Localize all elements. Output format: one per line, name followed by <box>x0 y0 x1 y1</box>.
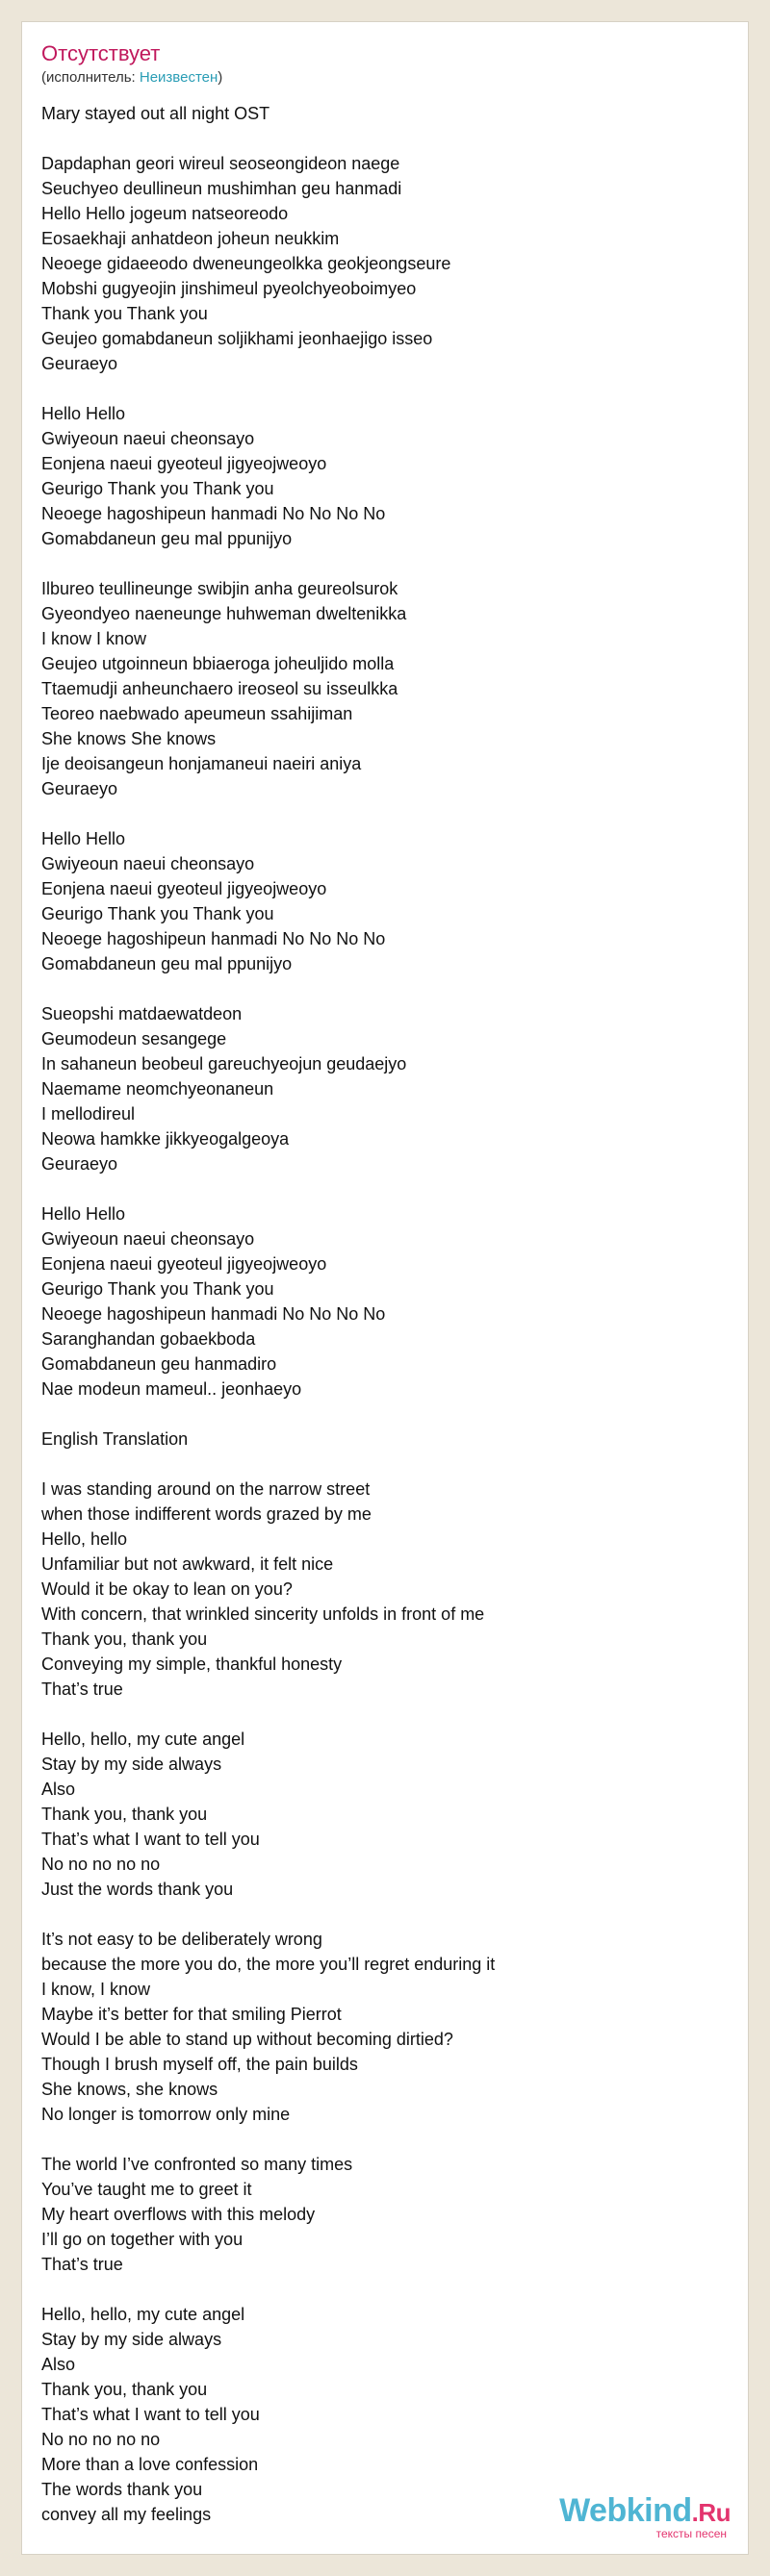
lyric-line: With concern, that wrinkled sincerity unfolds in front of me <box>41 1604 485 1624</box>
lyric-line: Thank you Thank you <box>41 304 208 323</box>
lyric-line: That’s what I want to tell you <box>41 1830 260 1849</box>
lyric-line: Nae modeun mameul.. jeonhaeyo <box>41 1379 302 1399</box>
watermark-brand: Webkind <box>559 2492 692 2529</box>
lyric-line: English Translation <box>41 1429 189 1449</box>
lyric-line: Geurigo Thank you Thank you <box>41 1279 274 1299</box>
stanza-break <box>41 551 731 576</box>
lyric-line: Geujeo utgoinneun bbiaeroga joheuljido molla <box>41 654 395 673</box>
lyric-line: Eonjena naeui gyeoteul jigyeojweoyo <box>41 454 327 473</box>
lyric-line: Thank you, thank you <box>41 2380 208 2399</box>
lyric-line: I was standing around on the narrow street <box>41 1479 371 1499</box>
stanza-break <box>41 1452 731 1477</box>
lyric-line: Mary stayed out all night OST <box>41 104 270 123</box>
lyric-line: Stay by my side always <box>41 2330 222 2349</box>
lyric-line: Thank you, thank you <box>41 1805 208 1824</box>
lyric-line: No no no no no <box>41 1855 161 1874</box>
stanza-break <box>41 376 731 401</box>
lyric-line: You’ve taught me to greet it <box>41 2180 252 2199</box>
lyric-line: Eonjena naeui gyeoteul jigyeojweoyo <box>41 1254 327 1274</box>
lyric-line: It’s not easy to be deliberately wrong <box>41 1930 322 1949</box>
lyric-line: That’s true <box>41 2255 123 2274</box>
lyric-line: Maybe it’s better for that smiling Pierrot <box>41 2005 342 2024</box>
stanza-break <box>41 2127 731 2152</box>
lyric-line: Gomabdaneun geu mal ppunijyo <box>41 529 293 548</box>
lyric-line: Stay by my side always <box>41 1755 222 1774</box>
lyric-line: Also <box>41 2355 76 2374</box>
lyric-line: Would it be okay to lean on you? <box>41 1579 293 1599</box>
lyric-line: Gyeondyeo naeneunge huhweman dweltenikka <box>41 604 407 623</box>
lyric-line: when those indifferent words grazed by me <box>41 1504 372 1524</box>
lyric-line: Geuraeyo <box>41 1154 118 1174</box>
lyric-line: Neowa hamkke jikkyeogalgeoya <box>41 1129 290 1149</box>
lyric-line: Hello Hello <box>41 404 126 423</box>
stanza-break <box>41 1402 731 1427</box>
stanza-break <box>41 126 731 151</box>
lyric-line: I know, I know <box>41 1980 151 1999</box>
lyric-line: No no no no no <box>41 2430 161 2449</box>
lyric-line: Gwiyeoun naeui cheonsayo <box>41 1229 255 1249</box>
lyric-line: Hello, hello, my cute angel <box>41 1730 245 1749</box>
lyric-line: Hello Hello <box>41 1204 126 1224</box>
lyric-line: Would I be able to stand up without becoming dirtied? <box>41 2030 453 2049</box>
lyric-line: Though I brush myself off, the pain builds <box>41 2055 358 2074</box>
lyric-line: Ttaemudji anheunchaero ireoseol su isseulkka <box>41 679 398 698</box>
watermark-logo <box>559 2493 731 2530</box>
lyric-line: Gomabdaneun geu hanmadiro <box>41 1354 277 1374</box>
lyric-line: Geujeo gomabdaneun soljikhami jeonhaejigo isseo <box>41 329 433 348</box>
lyric-line: Ilbureo teullineunge swibjin anha geureolsurok <box>41 579 398 598</box>
lyric-line: convey all my feelings <box>41 2505 212 2524</box>
lyric-line: Just the words thank you <box>41 1880 234 1899</box>
lyric-line: I know I know <box>41 629 147 648</box>
lyrics-body <box>41 101 731 2527</box>
lyric-line: Sueopshi matdaewatdeon <box>41 1004 243 1023</box>
lyric-line: Seuchyeo deullineun mushimhan geu hanmadi <box>41 179 402 198</box>
lyric-line: She knows, she knows <box>41 2080 218 2099</box>
lyric-line: Neoege hagoshipeun hanmadi No No No No <box>41 929 386 948</box>
lyric-line: Geuraeyo <box>41 354 118 373</box>
artist-suffix: ) <box>218 69 223 86</box>
watermark-tagline: тексты песен <box>655 2527 727 2540</box>
lyric-line: Teoreo naebwado apeumeun ssahijiman <box>41 704 353 723</box>
lyric-line: Hello, hello, my cute angel <box>41 2305 245 2324</box>
lyric-line: because the more you do, the more you’ll regret enduring it <box>41 1955 496 1974</box>
lyric-line: Hello, hello <box>41 1529 128 1549</box>
song-title: Отсутствует <box>41 41 161 65</box>
lyric-line: Ije deoisangeun honjamaneui naeiri aniya <box>41 754 362 773</box>
lyric-line: Dapdaphan geori wireul seoseongideon naege <box>41 154 400 173</box>
lyric-line: Hello Hello jogeum natseoreodo <box>41 204 289 223</box>
lyric-line: Gwiyeoun naeui cheonsayo <box>41 854 255 873</box>
lyric-line: Also <box>41 1780 76 1799</box>
lyric-line: Eonjena naeui gyeoteul jigyeojweoyo <box>41 879 327 898</box>
lyric-line: No longer is tomorrow only mine <box>41 2105 291 2124</box>
artist-line <box>41 69 222 87</box>
lyric-line: Neoege gidaeeodo dweneungeolkka geokjeongseure <box>41 254 451 273</box>
lyric-line: I mellodireul <box>41 1104 136 1124</box>
stanza-break <box>41 2277 731 2302</box>
lyric-line: Hello Hello <box>41 829 126 848</box>
stanza-break <box>41 1902 731 1927</box>
lyric-line: Saranghandan gobaekboda <box>41 1329 256 1349</box>
watermark-suffix: .Ru <box>691 2498 731 2527</box>
lyric-line: That’s true <box>41 1679 123 1699</box>
lyric-line: Geumodeun sesangege <box>41 1029 227 1048</box>
lyric-line: Mobshi gugyeojin jinshimeul pyeolchyeoboimyeo <box>41 279 417 298</box>
lyric-line: Conveying my simple, thankful honesty <box>41 1654 343 1674</box>
lyric-line: In sahaneun beobeul gareuchyeojun geudaejyo <box>41 1054 407 1073</box>
lyric-line: I’ll go on together with you <box>41 2230 244 2249</box>
lyric-line: My heart overflows with this melody <box>41 2205 316 2224</box>
artist-link[interactable]: Неизвестен <box>139 69 218 86</box>
lyric-line: Geurigo Thank you Thank you <box>41 479 274 498</box>
artist-prefix: (исполнитель: <box>41 69 140 86</box>
stanza-break <box>41 801 731 826</box>
lyric-line: Neoege hagoshipeun hanmadi No No No No <box>41 1304 386 1324</box>
stanza-break <box>41 1702 731 1727</box>
lyric-line: The words thank you <box>41 2480 203 2499</box>
stanza-break <box>41 1176 731 1201</box>
stanza-break <box>41 976 731 1001</box>
lyric-line: The world I’ve confronted so many times <box>41 2155 353 2174</box>
lyric-line: Eosaekhaji anhatdeon joheun neukkim <box>41 229 340 248</box>
site-watermark <box>559 2493 731 2540</box>
lyric-line: Gwiyeoun naeui cheonsayo <box>41 429 255 448</box>
lyric-line: Naemame neomchyeonaneun <box>41 1079 274 1099</box>
lyric-line: Neoege hagoshipeun hanmadi No No No No <box>41 504 386 523</box>
lyric-line: Unfamiliar but not awkward, it felt nice <box>41 1554 334 1574</box>
lyric-line: Thank you, thank you <box>41 1629 208 1649</box>
lyric-line: That’s what I want to tell you <box>41 2405 260 2424</box>
lyric-line: More than a love confession <box>41 2455 259 2474</box>
lyric-line: Gomabdaneun geu mal ppunijyo <box>41 954 293 973</box>
lyric-line: Geurigo Thank you Thank you <box>41 904 274 923</box>
lyric-line: She knows She knows <box>41 729 217 748</box>
lyrics-card <box>21 21 749 2555</box>
lyric-line: Geuraeyo <box>41 779 118 798</box>
